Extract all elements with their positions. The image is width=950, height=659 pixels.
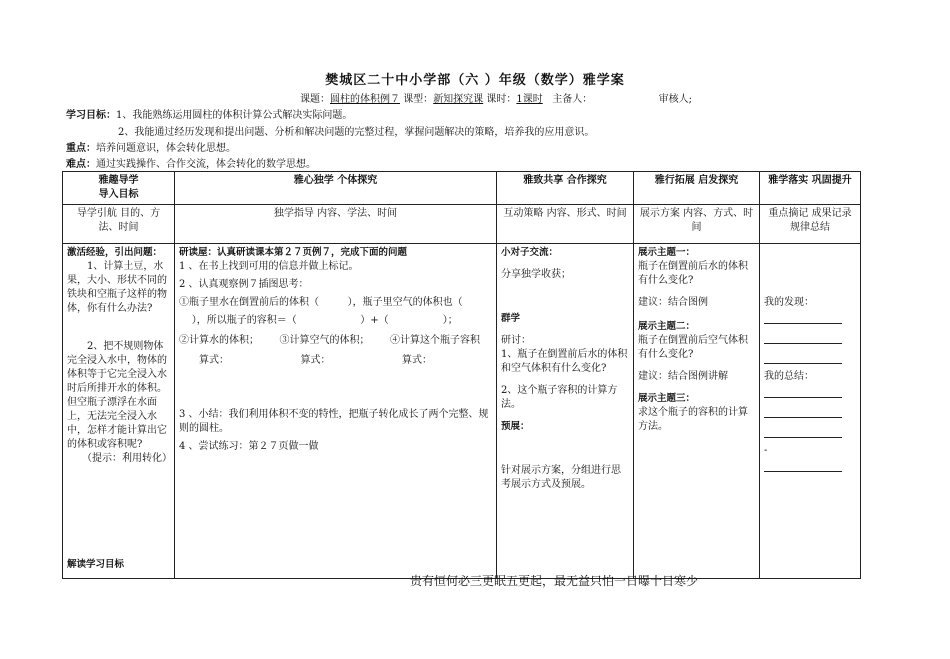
summary-blank-2 [764, 404, 842, 418]
col3-group-heading: 群学 [501, 313, 521, 324]
col3-discuss: 研讨： [501, 335, 531, 346]
content-col2 [175, 244, 497, 579]
subheader-col1: 导学引航 目的、方法、时间 [63, 205, 175, 244]
topic-label: 课题： [300, 94, 330, 105]
col3-pair-heading: 小对子交流： [501, 247, 559, 258]
difficulty-label: 难点： [66, 159, 96, 170]
lesson-info-line [300, 90, 692, 105]
found-blank-3 [764, 350, 842, 364]
col1-question-1: 1、计算土豆，水果，大小、形状不同的铁块和空瓶子这样的物体，你有什么办法? [67, 261, 167, 314]
col2-formula-2: 算式： [300, 355, 331, 366]
header-col1b: 导入目标 [98, 189, 139, 200]
objectives-label: 学习目标： [66, 110, 116, 121]
subheader-col5: 重点摘记 成果记录 规律总结 [760, 205, 861, 244]
lesson-table [62, 171, 861, 579]
col2-line-3: ①瓶子里水在倒置前后的体积（ ），瓶子里空气的体积也（ [179, 297, 463, 308]
col1-heading: 激活经验，引出问题： [67, 247, 163, 258]
header-col1 [63, 172, 175, 205]
col1-bottom: 解读学习目标 [67, 559, 125, 570]
col2-formula-1: 算式： [199, 355, 229, 366]
col2-step-water: ②计算水的体积； [179, 335, 259, 346]
header-col4: 雅行拓展 启发探究 [634, 172, 760, 205]
subheader-row [63, 205, 861, 244]
col4-topic-1-heading: 展示主题一： [638, 247, 696, 258]
hours-value: 1课时 [516, 94, 543, 105]
objective-1 [66, 106, 352, 121]
col2-step-air: ③计算空气的体积； [279, 335, 370, 346]
col2-heading: 研读屋：认真研读课本第２７页例７，完成下面的问题 [179, 247, 408, 258]
col4-topic-3-heading: 展示主题三： [638, 393, 696, 404]
col3-question-2: 2、这个瓶子容积的计算方法。 [501, 385, 618, 410]
content-col1 [63, 244, 175, 579]
header-col5: 雅学落实 巩固提升 [760, 172, 861, 205]
header-col1a: 雅趣导学 [98, 175, 139, 186]
col4-topic-2-suggestion: 建议：结合图例讲解 [638, 371, 728, 382]
preparer-label: 主备人： [552, 94, 593, 105]
col5-dash: - [764, 445, 768, 456]
col2-step-capacity: ④计算这个瓶子容积 [390, 335, 480, 346]
subheader-col2: 独学指导 内容、学法、时间 [175, 205, 497, 244]
col4-topic-1-text: 瓶子在倒置前后水的体积有什么变化? [638, 261, 748, 286]
reviewer-label: 审核人; [658, 94, 693, 105]
col4-topic-2-heading: 展示主题二： [638, 321, 696, 332]
difficulty [66, 155, 316, 170]
col2-line-2: 2 、认真观察例７插图思考： [179, 279, 309, 290]
col4-topic-3-text: 求这个瓶子的容积的计算方法。 [638, 407, 748, 432]
summary-blank-1 [764, 384, 842, 398]
col4-topic-2-text: 瓶子在倒置前后空气体积有什么变化? [638, 335, 748, 360]
key-label: 重点： [66, 143, 96, 154]
header-row [63, 172, 861, 205]
col1-hint: （提示：利用转化） [82, 453, 172, 464]
col2-line-1: 1 、在书上找到可用的信息并做上标记。 [179, 261, 359, 272]
key-text: 培养问题意识，体会转化思想。 [96, 143, 236, 154]
col2-practice: 4 、尝试练习：第２７页做一做 [179, 441, 319, 452]
footer-quote: 贵有恒何必三更眠五更起，最无益只怕一日曝十日寒少 [410, 574, 699, 588]
col3-question-1: 1、瓶子在倒置前后水的体积和空气体积有什么变化? [501, 349, 628, 374]
col2-line-4: ），所以瓶子的容积＝（ ）+（ ）； [179, 315, 458, 326]
type-label: 课型： [403, 94, 434, 105]
key-point [66, 139, 236, 154]
topic-value: 圆柱的体积例７ [330, 94, 400, 105]
objective-2: 2、我能通过经历发现和提出问题、分析和解决问题的完整过程，掌握问题解决的策略，培养我的应用意识。 [118, 127, 595, 138]
type-value: 新知探究课 [433, 94, 484, 105]
col3-pair-text: 分享独学收获； [501, 269, 571, 280]
subheader-col3: 互动策略 内容、形式、时间 [497, 205, 634, 244]
col2-summary: 3 、小结：我们利用体积不变的特性，把瓶子转化成长了两个完整、规则的圆柱。 [179, 409, 489, 434]
col4-topic-1-suggestion: 建议：结合图例 [638, 297, 708, 308]
content-col5 [760, 244, 861, 579]
col1-question-2: 2、把不规则物体完全浸入水中，物体的体积等于它完全浸入水时后所排开水的体积。但空瓶子漂浮在水面上，无法完全浸入水中，怎样才能计算出它的体积或容积呢? [67, 341, 167, 450]
content-col4 [634, 244, 760, 579]
objective-1-text: 1、我能熟练运用圆柱的体积计算公式解决实际问题。 [116, 110, 353, 121]
content-row [63, 244, 861, 579]
col3-preview-text: 针对展示方案，分组进行思考展示方式及预展。 [501, 465, 621, 490]
summary-blank-3 [764, 424, 842, 438]
header-col2: 雅心独学 个体探究 [175, 172, 497, 205]
found-blank-2 [764, 330, 842, 344]
content-col3 [497, 244, 634, 579]
col5-summary-label: 我的总结： [764, 371, 814, 382]
subheader-col4: 展示方案 内容、方式、时间 [634, 205, 760, 244]
col2-formula-3: 算式： [402, 355, 432, 366]
found-blank-1 [764, 310, 842, 324]
hours-label: 课时： [486, 94, 517, 105]
page-title: 樊城区二十中小学部（六 ）年级（数学）雅学案 [325, 73, 625, 88]
col5-found-label: 我的发现： [764, 297, 814, 308]
summary-blank-4 [764, 458, 842, 472]
header-col3: 雅致共享 合作探究 [497, 172, 634, 205]
col3-preview-heading: 预展： [501, 421, 530, 432]
difficulty-text: 通过实践操作、合作交流，体会转化的数学思想。 [96, 159, 316, 170]
